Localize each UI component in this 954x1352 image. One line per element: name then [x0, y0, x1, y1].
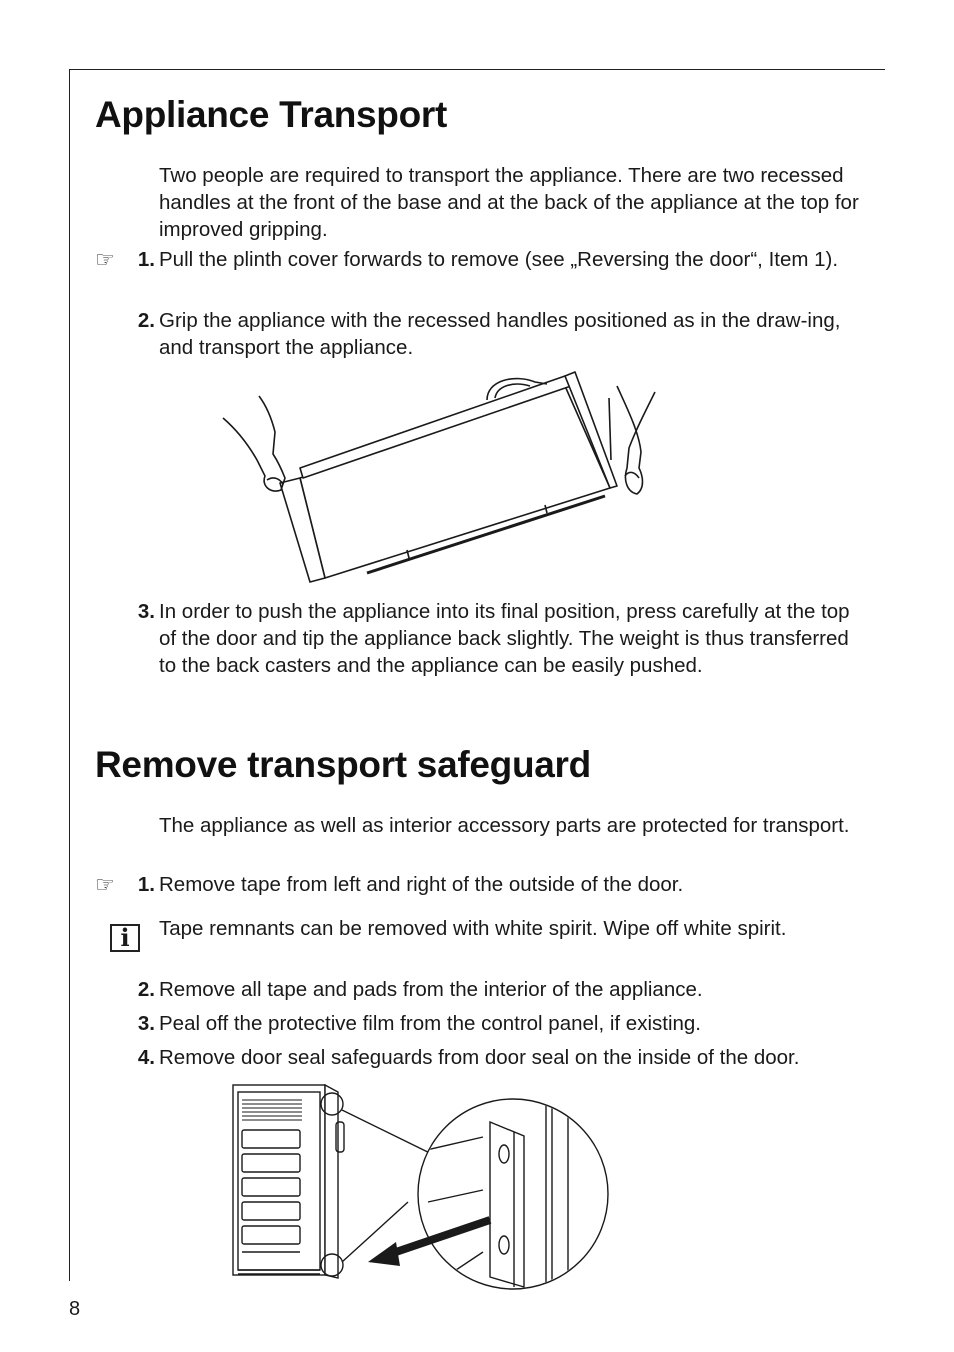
step-number: 2. [137, 309, 155, 332]
pointing-hand-icon: ☞ [95, 247, 115, 272]
step-text: Remove door seal safeguards from door seal on the inside of the door. [159, 1046, 800, 1069]
step-text: Grip the appliance with the recessed handles positioned as in the draw-ing, and transport the appliance. [159, 309, 841, 359]
step-number: 1. [137, 248, 155, 271]
step-number: 4. [137, 1046, 155, 1069]
door-seal-illustration [228, 1082, 613, 1292]
section-title-remove-safeguard: Remove transport safeguard [95, 744, 591, 785]
step-text: Peal off the protective film from the control panel, if existing. [159, 1012, 701, 1035]
step-text: In order to push the appliance into its final position, press carefully at the top of the door and tip the appliance back slightly. The weight is thus transferred to the back casters and the appliance can be easily pushed. [159, 600, 850, 677]
info-note: Tape remnants can be removed with white spirit. Wipe off white spirit. [159, 917, 787, 940]
safeguard-intro: The appliance as well as interior accessory parts are protected for transport. [159, 814, 850, 837]
info-icon: i [110, 924, 140, 952]
pointing-hand-icon: ☞ [95, 872, 115, 897]
section-title-appliance-transport: Appliance Transport [95, 94, 448, 135]
step-text: Pull the plinth cover forwards to remove (see „Reversing the door“, Item 1). [159, 248, 839, 271]
transport-intro: Two people are required to transport the appliance. There are two recessed handles at the front of the base and at the back of the appliance at the top for improved gripping. [159, 164, 859, 241]
left-rule [69, 69, 70, 1281]
top-rule [69, 69, 885, 70]
step-number: 3. [137, 600, 155, 623]
step-text: Remove all tape and pads from the interior of the appliance. [159, 978, 703, 1001]
page-number: 8 [69, 1298, 81, 1320]
step-text: Remove tape from left and right of the outside of the door. [159, 873, 684, 896]
step-number: 2. [137, 978, 155, 1001]
step-number: 3. [137, 1012, 155, 1035]
transport-illustration [215, 368, 665, 583]
step-number: 1. [137, 873, 155, 896]
